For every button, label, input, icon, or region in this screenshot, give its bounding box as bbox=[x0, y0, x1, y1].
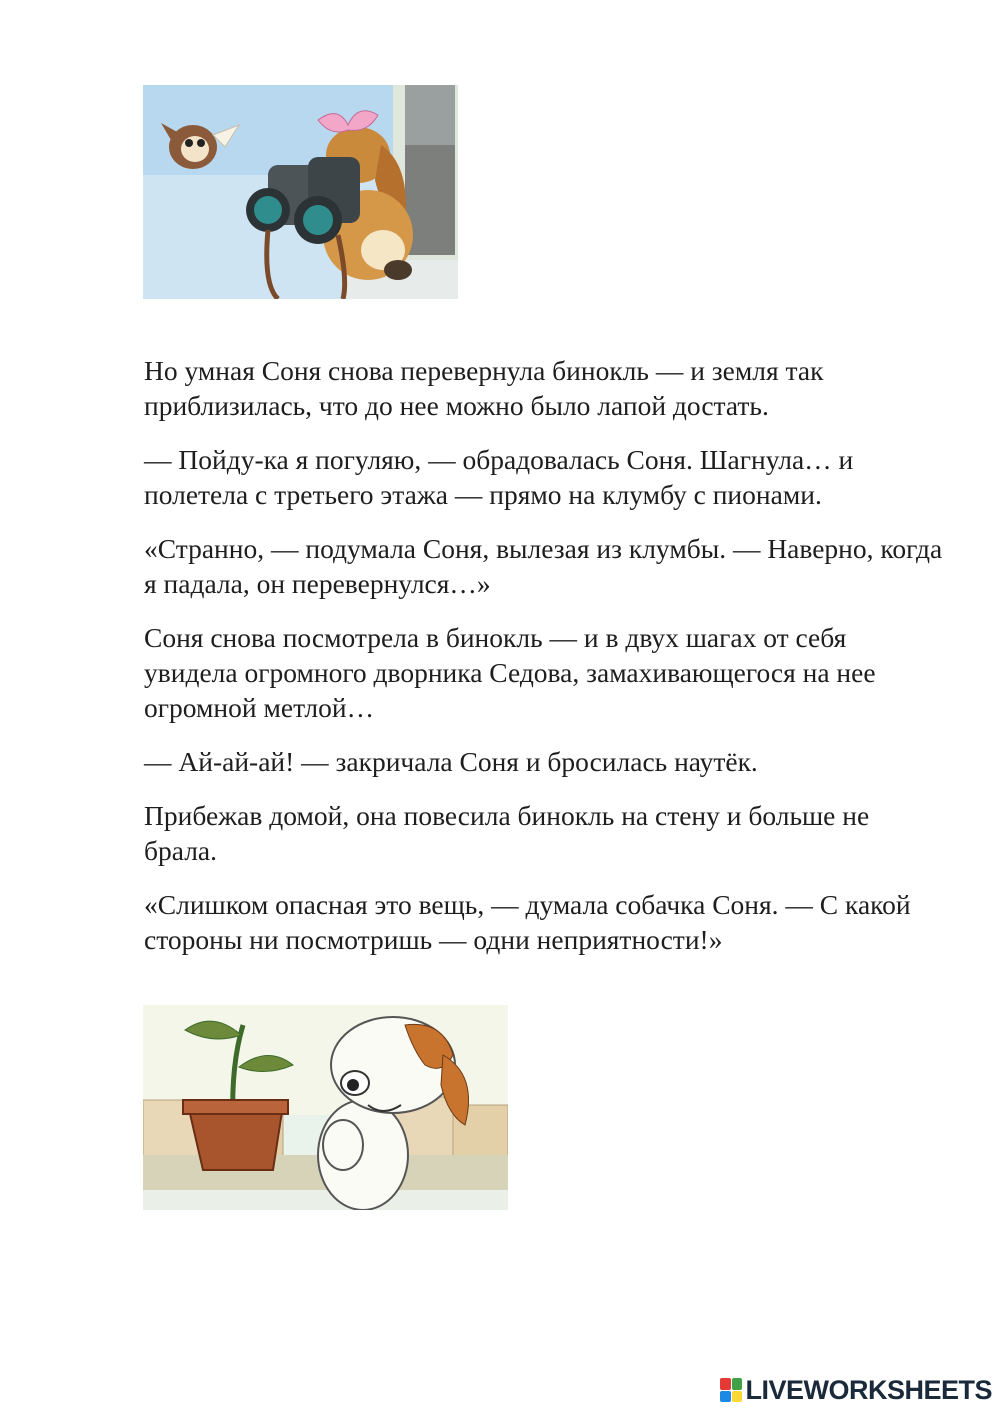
dog-with-flower-pot-icon bbox=[143, 1005, 508, 1210]
brand-square-green bbox=[732, 1378, 743, 1390]
story-paragraph: Соня снова посмотрела в бинокль — и в двух шагах от себя увидела огромного дворника Седова, замахивающегося на нее огромной метлой… bbox=[144, 622, 876, 723]
dog-with-binoculars-icon bbox=[143, 85, 458, 299]
story-paragraph: — Пойду-ка я погуляю, — обрадовалась Соня. Шагнула… и полетела с третьего этажа — прямо на клумбу с пионами. bbox=[144, 444, 854, 510]
story-paragraph: — Ай-ай-ай! — закричала Соня и бросилась наутёк. bbox=[144, 746, 758, 777]
liveworksheets-logo-icon bbox=[720, 1378, 742, 1402]
liveworksheets-brand bbox=[720, 1375, 992, 1405]
illustration-bottom bbox=[143, 1005, 508, 1210]
story-paragraph: Прибежав домой, она повесила бинокль на стену и больше не брала. bbox=[144, 800, 870, 866]
story-paragraph: Но умная Соня снова перевернула бинокль — и земля так приблизилась, что до нее можно было лапой достать. bbox=[144, 355, 824, 421]
brand-square-red bbox=[720, 1378, 731, 1390]
story-text bbox=[144, 353, 944, 976]
illustration-top bbox=[143, 85, 458, 299]
brand-square-yellow bbox=[732, 1391, 743, 1403]
brand-square-blue bbox=[720, 1391, 731, 1403]
story-paragraph: «Слишком опасная это вещь, — думала собачка Соня. — С какой стороны ни посмотришь — одни неприятности!» bbox=[144, 889, 911, 955]
story-paragraph: «Странно, — подумала Соня, вылезая из клумбы. — Наверно, когда я падала, он перевернулся…» bbox=[144, 533, 943, 599]
brand-name: LIVEWORKSHEETS bbox=[745, 1374, 992, 1405]
